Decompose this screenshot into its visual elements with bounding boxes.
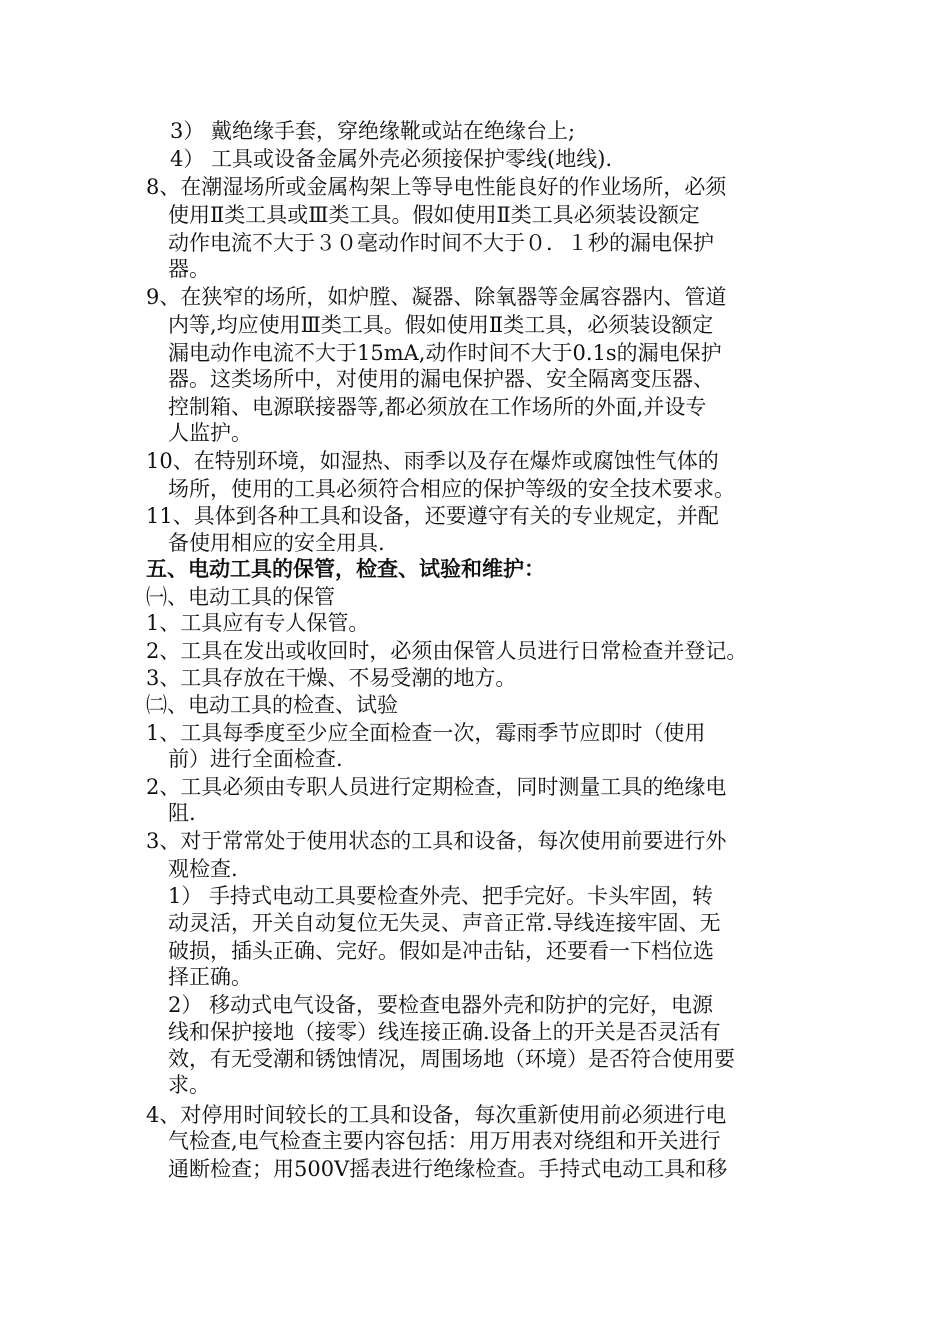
list-item: 求。 [168,1073,210,1097]
list-item: 器。 [168,257,210,281]
subsection-heading: ㈠、电动工具的保管 [146,585,335,609]
list-item: 动灵活，开关自动复位无失灵、声音正常.导线连接牢固、无 [168,911,721,935]
list-item: 1、工具应有专人保管。 [146,611,370,635]
list-item: 9、在狭窄的场所，如炉膛、凝器、除氧器等金属容器内、管道 [146,285,727,309]
list-item: 3、对于常常处于使用状态的工具和设备，每次使用前要进行外 [146,829,727,853]
list-item: 2） 移动式电气设备，要检查电器外壳和防护的完好，电源 [168,993,714,1017]
list-item: 10、在特别环境，如湿热、雨季以及存在爆炸或腐蚀性气体的 [146,449,719,473]
list-item: 气检查,电气检查主要内容包括：用万用表对绕组和开关进行 [168,1129,721,1153]
list-item: 1） 手持式电动工具要检查外壳、把手完好。卡头牢固，转 [168,884,714,908]
list-item: 通断检查；用500V摇表进行绝缘检查。手持式电动工具和移 [168,1157,728,1181]
section-heading: 五、电动工具的保管，检查、试验和维护： [146,556,545,581]
list-item: 2、工具必须由专职人员进行定期检查，同时测量工具的绝缘电 [146,775,727,799]
list-item: 观检查. [168,857,238,881]
list-item: 择正确。 [168,965,252,989]
list-item: 场所，使用的工具必须符合相应的保护等级的安全技术要求。 [168,477,735,501]
list-item: 线和保护接地（接零）线连接正确.设备上的开关是否灵活有 [168,1020,721,1044]
list-item: 8、在潮湿场所或金属构架上等导电性能良好的作业场所，必须 [146,175,727,199]
list-item: 人监护。 [168,421,252,445]
list-item: 1、工具每季度至少应全面检查一次，霉雨季节应即时（使用 [146,721,706,745]
list-item: 11、具体到各种工具和设备，还要遵守有关的专业规定，并配 [146,504,719,528]
list-item: 器。这类场所中，对使用的漏电保护器、安全隔离变压器、 [168,367,714,391]
subsection-heading: ㈡、电动工具的检查、试验 [146,693,398,717]
list-item: 漏电动作电流不大于15mA,动作时间不大于0.1s的漏电保护 [168,341,722,365]
list-item: 使用Ⅱ类工具或Ⅲ类工具。假如使用Ⅱ类工具必须装设额定 [168,203,700,227]
list-item: 2、工具在发出或收回时，必须由保管人员进行日常检查并登记。 [146,639,748,663]
list-item: 备使用相应的安全用具. [168,531,385,555]
list-item: 4、对停用时间较长的工具和设备，每次重新使用前必须进行电 [146,1103,727,1127]
list-item: 3） 戴绝缘手套，穿绝缘靴或站在绝缘台上; [170,119,576,143]
list-item: 控制箱、电源联接器等,都必须放在工作场所的外面,并设专 [168,395,707,419]
list-item: 前）进行全面检查. [168,747,343,771]
list-item: 内等,均应使用Ⅲ类工具。假如使用Ⅱ类工具，必须装设额定 [168,313,714,337]
list-item: 4） 工具或设备金属外壳必须接保护零线(地线). [170,147,613,171]
list-item: 3、工具存放在干燥、不易受潮的地方。 [146,666,517,690]
list-item: 动作电流不大于３０毫动作时间不大于０．１秒的漏电保护 [168,231,714,255]
list-item: 阻. [168,801,196,825]
list-item: 破损，插头正确、完好。假如是冲击钻，还要看一下档位选 [168,939,714,963]
list-item: 效，有无受潮和锈蚀情况，周围场地（环境）是否符合使用要 [168,1047,735,1071]
